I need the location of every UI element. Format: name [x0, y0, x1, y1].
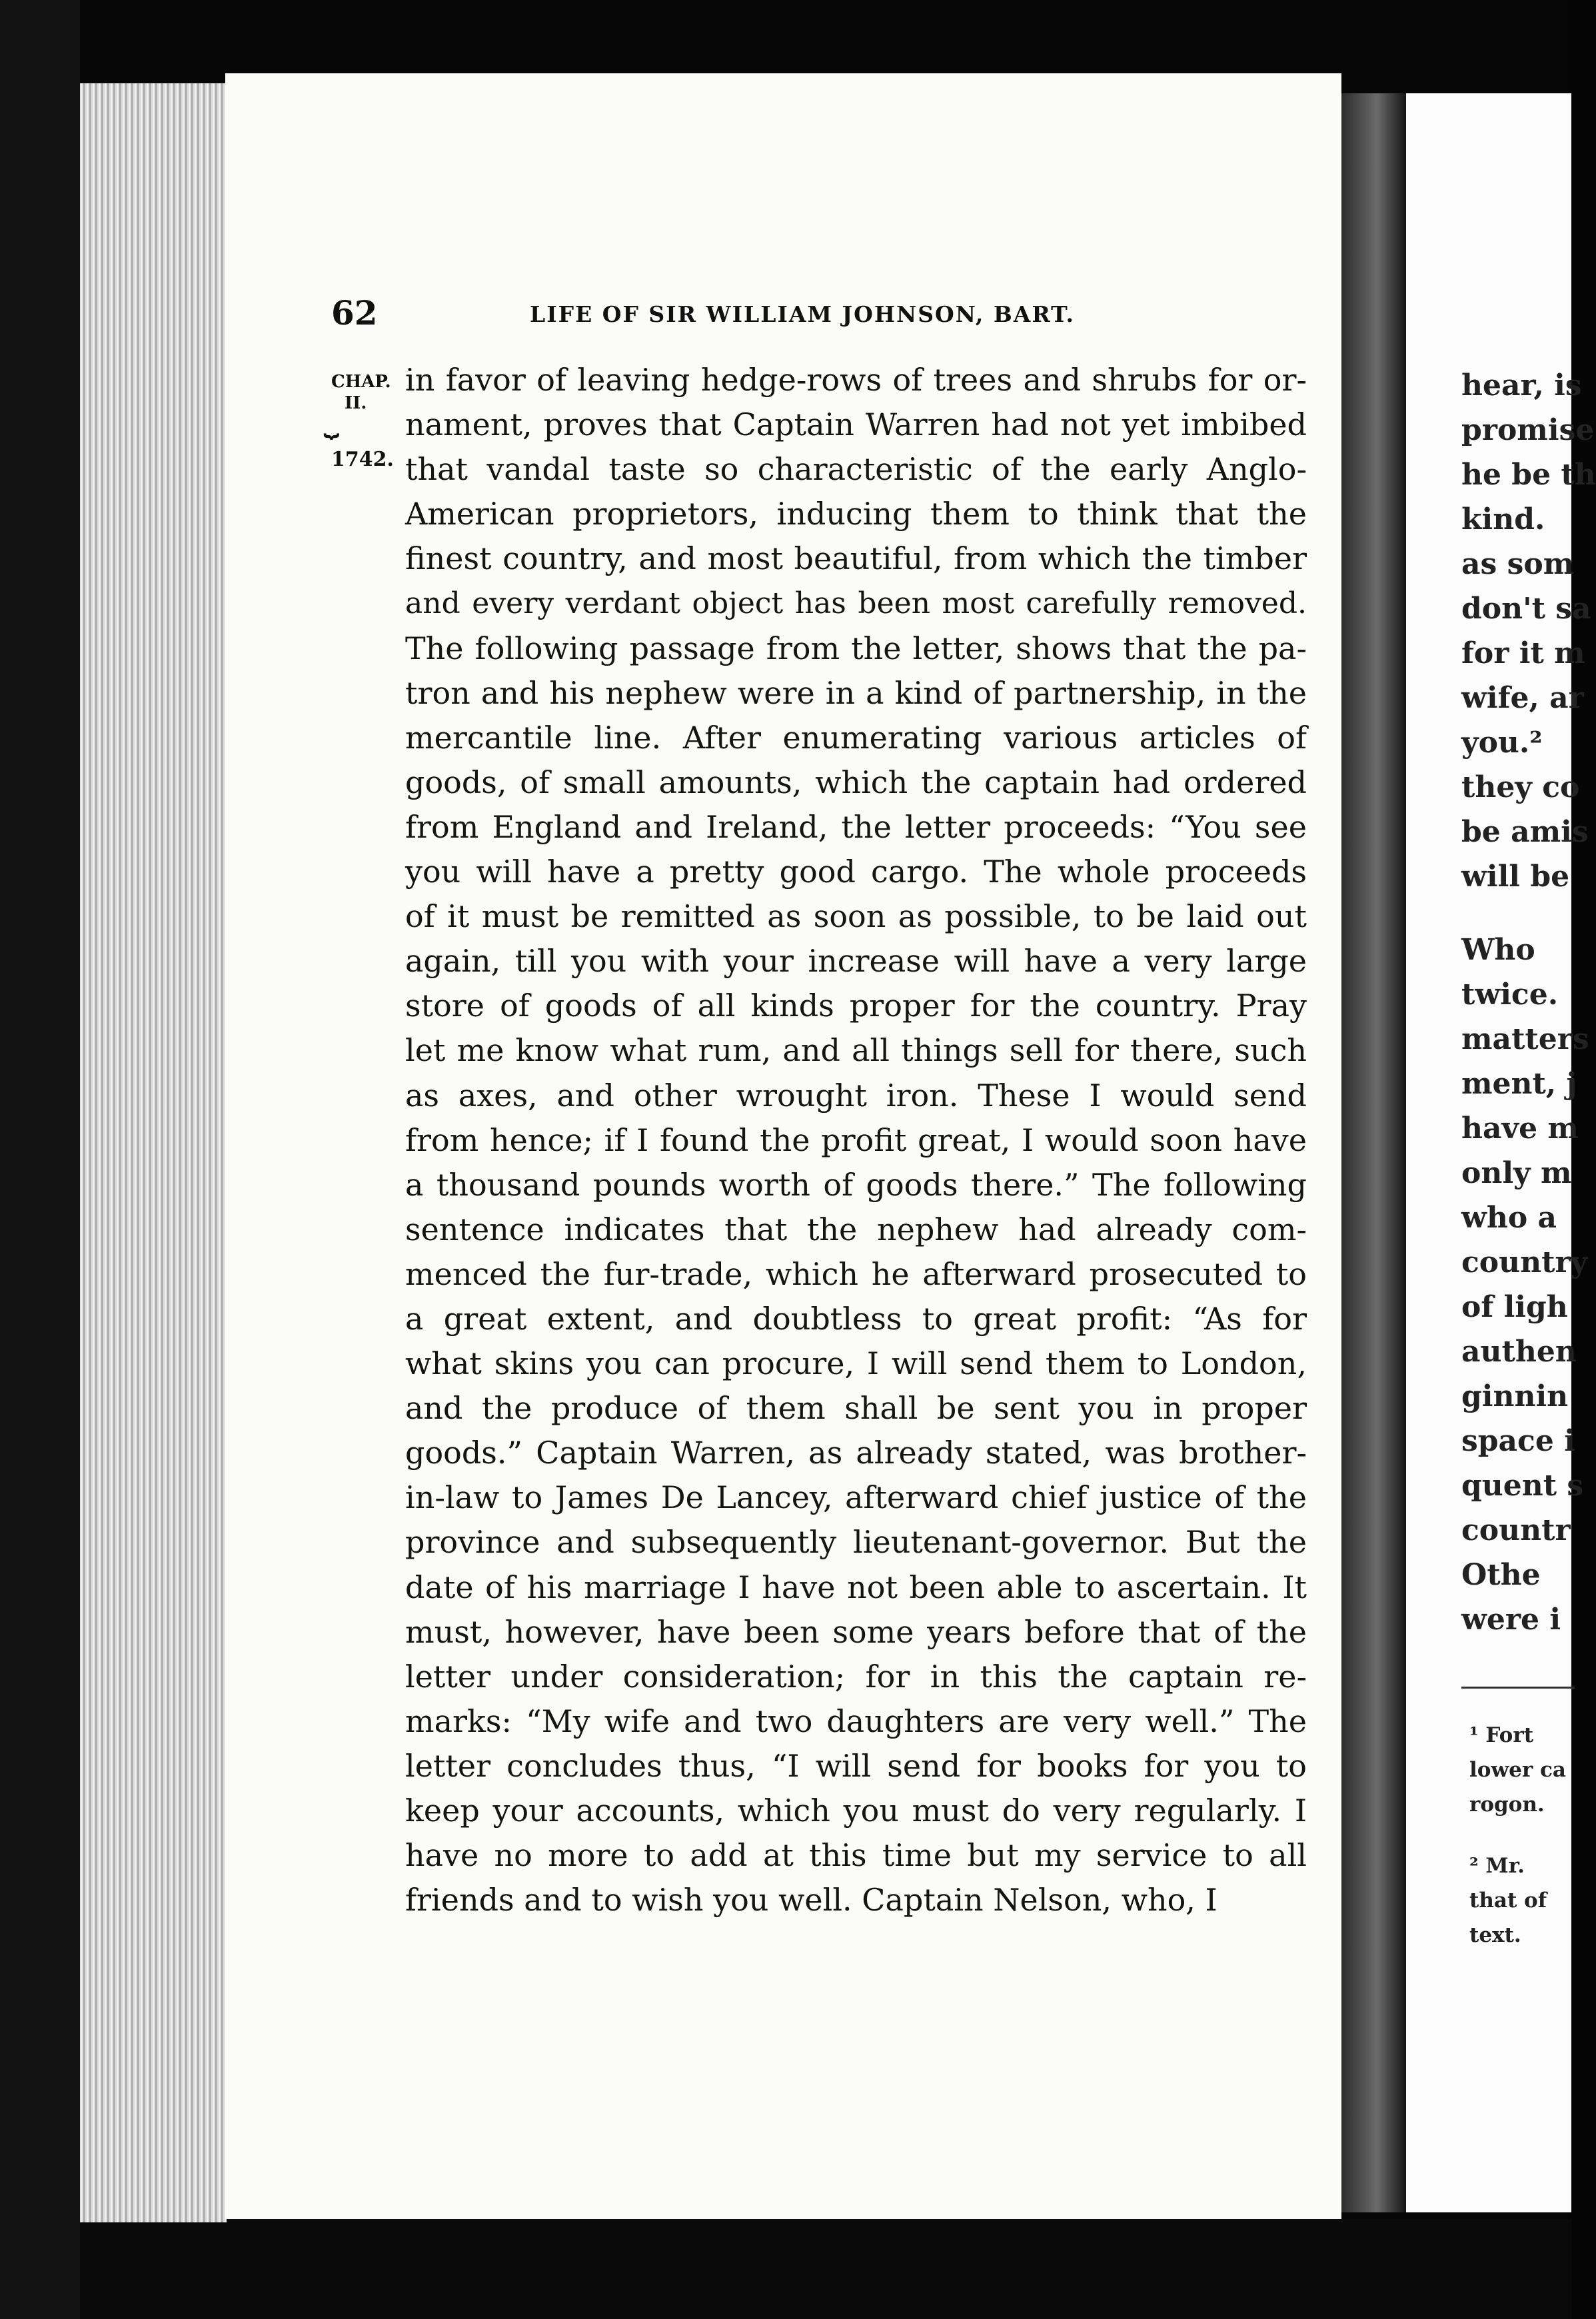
right-page-line: wife, ar — [1461, 681, 1584, 715]
right-page-line: who a — [1461, 1201, 1557, 1235]
footnote-rule — [1461, 1687, 1575, 1689]
body-line: again, till you with your increase will have a very large — [405, 943, 1307, 980]
right-page-line: for it m — [1461, 636, 1585, 670]
footnote-line: text. — [1469, 1923, 1521, 1947]
body-line: store of goods of all kinds proper for the country. Pray — [405, 988, 1307, 1024]
margin-chapter-number: II. — [345, 393, 367, 413]
right-page-line: they co — [1461, 770, 1580, 804]
body-line: a thousand pounds worth of goods there.” The following — [405, 1166, 1307, 1203]
book-gutter — [1341, 93, 1406, 2212]
right-page-line: kind. — [1461, 502, 1545, 536]
body-line: as axes, and other wrought iron. These I would send — [405, 1077, 1307, 1114]
body-line: keep your accounts, which you must do very regularly. I — [405, 1793, 1307, 1829]
body-line: mercantile line. After enumerating various articles of — [405, 719, 1307, 756]
body-line: from England and Ireland, the letter proceeds: “You see — [405, 808, 1307, 845]
right-page-line: promise — [1461, 413, 1595, 447]
margin-chapter-label: CHAP. — [331, 372, 391, 392]
right-page-line: as som — [1461, 547, 1575, 581]
margin-brace: ⏟ — [324, 408, 339, 438]
right-page-footnotes — [1469, 1718, 1583, 1952]
body-line: province and subsequently lieutenant-governor. But the — [405, 1524, 1307, 1561]
body-line: friends and to wish you well. Captain Nelson, who, I — [405, 1882, 1217, 1919]
body-line: in-law to James De Lancey, afterward chief justice of the — [405, 1479, 1307, 1516]
body-line: of it must be remitted as soon as possible, to be laid out — [405, 898, 1307, 935]
body-text — [405, 358, 1307, 1923]
body-line: have no more to add at this time but my service to all — [405, 1837, 1307, 1874]
page-edges-left — [80, 83, 227, 2222]
body-line: marks: “My wife and two daughters are very well.” The — [405, 1703, 1307, 1739]
footnote-line: rogon. — [1469, 1793, 1545, 1817]
body-line: let me know what rum, and all things sell for there, such — [405, 1032, 1307, 1069]
running-head: LIFE OF SIR WILLIAM JOHNSON, BART. — [530, 301, 1075, 327]
right-page-line: quent s — [1461, 1469, 1584, 1503]
right-page-line: ment, j — [1461, 1067, 1577, 1101]
right-page-line: authen — [1461, 1335, 1577, 1369]
body-line: that vandal taste so characteristic of the early Anglo- — [405, 451, 1307, 488]
body-line: goods, of small amounts, which the captain had ordered — [405, 764, 1307, 800]
body-line: The following passage from the letter, shows that the pa- — [405, 630, 1307, 666]
body-line: from hence; if I found the profit great, I would soon have — [405, 1122, 1307, 1158]
right-page-text — [1461, 363, 1595, 1642]
paragraph-gap — [1461, 899, 1595, 928]
body-line: sentence indicates that the nephew had already com- — [405, 1211, 1307, 1247]
right-page-line: ginnin — [1461, 1379, 1569, 1413]
body-line: and every verdant object has been most carefully removed. — [405, 586, 1307, 621]
right-page-line: only m — [1461, 1156, 1572, 1190]
footnote-line: that of — [1469, 1889, 1547, 1913]
right-page-line: have m — [1461, 1112, 1579, 1146]
body-line: date of his marriage I have not been able to ascertain. It — [405, 1569, 1307, 1605]
body-line: must, however, have been some years before that of the — [405, 1613, 1307, 1650]
body-line: a great extent, and doubtless to great profit: “As for — [405, 1300, 1307, 1337]
footnote-line: ² Mr. — [1469, 1854, 1525, 1878]
body-line: in favor of leaving hedge-rows of trees and shrubs for or- — [405, 362, 1307, 398]
right-page-line: will be — [1461, 860, 1570, 894]
right-page-line: you.² — [1461, 726, 1543, 760]
right-page-line: twice. — [1461, 978, 1559, 1012]
footnote-line: lower ca — [1469, 1758, 1566, 1782]
right-page-line: space i — [1461, 1424, 1575, 1458]
footnote-gap — [1469, 1822, 1583, 1849]
page-number: 62 — [331, 293, 378, 333]
right-page-line: were i — [1461, 1603, 1561, 1637]
body-line: you will have a pretty good cargo. The whole proceeds — [405, 854, 1307, 890]
body-line: and the produce of them shall be sent you in proper — [405, 1390, 1307, 1427]
right-page-line: Othe — [1461, 1558, 1541, 1592]
margin-year: 1742. — [331, 448, 394, 471]
body-line: what skins you can procure, I will send them to London, — [405, 1345, 1307, 1382]
body-line: tron and his nephew were in a kind of partnership, in the — [405, 674, 1307, 711]
body-line: American proprietors, inducing them to think that the — [405, 496, 1307, 532]
body-line: letter concludes thus, “I will send for books for you to — [405, 1747, 1307, 1784]
right-page-line: hear, is — [1461, 369, 1582, 402]
body-line: finest country, and most beautiful, from which the timber — [405, 540, 1307, 577]
body-line: menced the fur-trade, which he afterward prosecuted to — [405, 1255, 1307, 1292]
body-line: goods.” Captain Warren, as already stated, was brother- — [405, 1435, 1307, 1471]
body-line: letter under consideration; for in this the captain re- — [405, 1658, 1307, 1695]
right-page-line: countr — [1461, 1513, 1571, 1547]
right-page-line: of ligh — [1461, 1290, 1568, 1324]
right-page-line: be amis — [1461, 815, 1589, 849]
body-line: nament, proves that Captain Warren had not yet imbibed — [405, 406, 1307, 443]
right-page-line: he be th — [1461, 458, 1596, 492]
footnote-line: ¹ Fort — [1469, 1723, 1534, 1747]
right-page-line: don't sa — [1461, 592, 1591, 626]
right-page-line: matters — [1461, 1022, 1589, 1056]
right-page-line: Who — [1461, 933, 1535, 967]
right-page-line: country — [1461, 1245, 1588, 1279]
